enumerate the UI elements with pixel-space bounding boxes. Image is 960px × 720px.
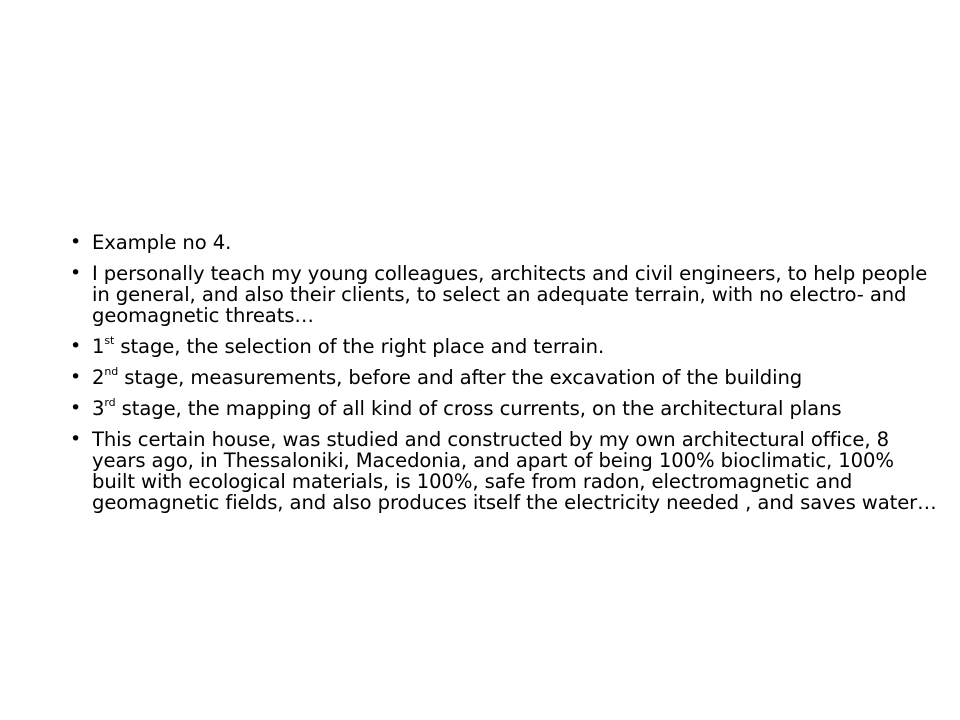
stage-ordinal-suffix: rd (104, 396, 116, 410)
bullet-dot-icon: • (70, 335, 82, 357)
bullet-dot-icon: • (70, 262, 82, 284)
bullet-item-stage-1 (70, 336, 940, 357)
bullet-text: This certain house, was studied and constructed by my own architectural office, 8 years ago, in Thessaloniki, Macedonia, and apart of being 100% bioclimatic, 100% built with ecological materials, is 100%, safe from radon, electromagnetic and geomagnetic fields, and also produces itself the electricity needed , and saves water… (92, 428, 937, 514)
stage-number: 1 (92, 335, 105, 358)
bullet-dot-icon: • (70, 366, 82, 388)
bullet-item-house (70, 429, 940, 513)
bullet-item-stage-3 (70, 398, 940, 419)
bullet-text: stage, measurements, before and after the excavation of the building (118, 366, 803, 389)
bullet-dot-icon: • (70, 428, 82, 450)
stage-number: 2 (92, 366, 105, 389)
stage-number: 3 (92, 397, 105, 420)
bullet-item-example (70, 232, 940, 253)
bullet-dot-icon: • (70, 231, 82, 253)
bullet-item-teaching (70, 263, 940, 326)
bullet-text: Example no 4. (92, 231, 232, 254)
stage-ordinal-suffix: st (104, 334, 115, 348)
bullet-item-stage-2 (70, 367, 940, 388)
bullet-list (70, 232, 940, 523)
bullet-text: I personally teach my young colleagues, architects and civil engineers, to help people in general, and also their clients, to select an adequate terrain, with no electro- and geomagnetic threats… (92, 262, 928, 327)
bullet-dot-icon: • (70, 397, 82, 419)
stage-ordinal-suffix: nd (104, 365, 119, 379)
bullet-text: stage, the mapping of all kind of cross currents, on the architectural plans (115, 397, 842, 420)
bullet-text: stage, the selection of the right place and terrain. (114, 335, 605, 358)
